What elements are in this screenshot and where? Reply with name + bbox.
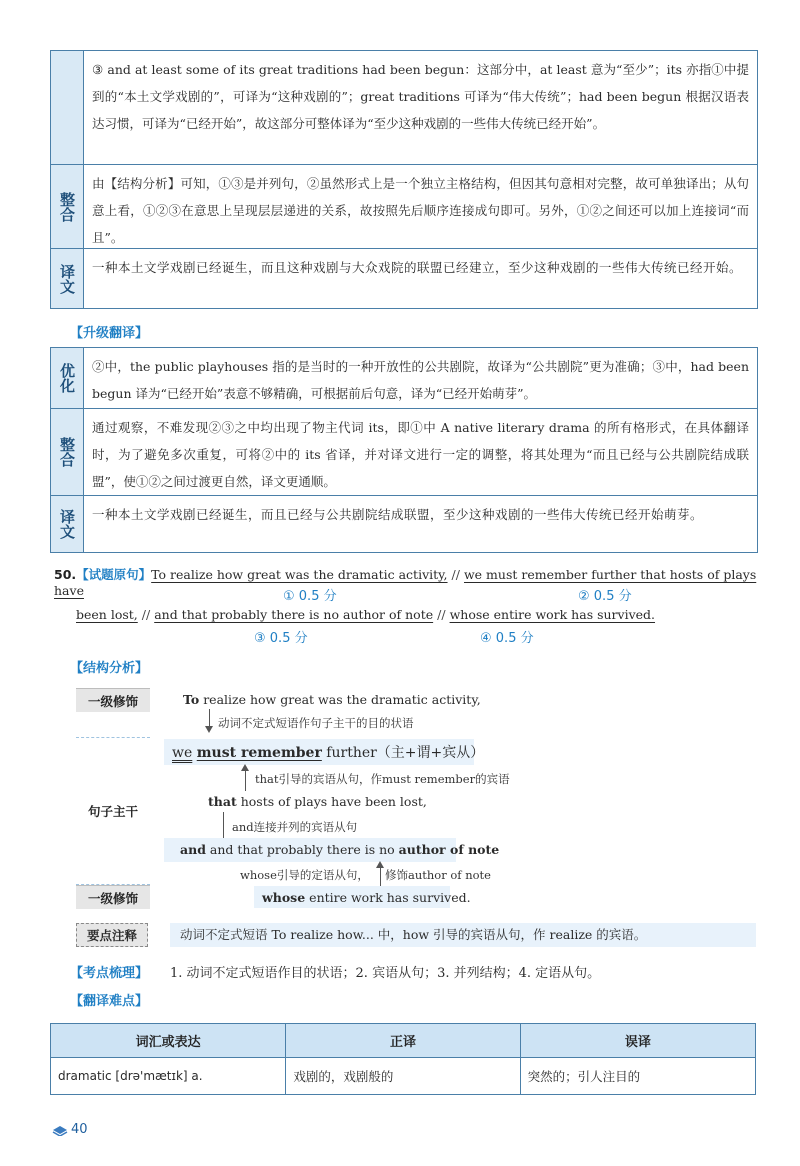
analysis-table-upgrade (50, 347, 758, 553)
header-expression: 词汇或表达 (51, 1024, 286, 1057)
row-label (51, 51, 84, 164)
row-text: ③ and at least some of its great traditions had been begun：这部分中，at least 意为“至少”；its 亦指①中提到的“本土文学戏剧的”，可译为“这种戏剧的”；great traditions 可译为“伟大传统”；had been begun 根据汉语表达习惯，可译为“已经开始”，故这部分可整体译为“至少这种戏剧的一些伟大传统已经开始”。 (92, 62, 749, 131)
arrow-up-icon (241, 764, 249, 771)
row-text: 由【结构分析】可知，①③是并列句，②虽然形式上是一个独立主格结构，但因其句意相对完整，故可单独译出；从句意上看，①②③在意思上呈现层层递进的关系，故按照先后顺序连接成句即可。另外，①②之间还可以加上连接词“而且”。 (92, 176, 749, 245)
verb-must-remember: must remember (196, 745, 322, 761)
divider: // (141, 607, 151, 622)
divider: // (437, 607, 446, 622)
line4-b: author of note (398, 842, 500, 857)
vocab-table (50, 1023, 756, 1095)
connector-line (380, 866, 381, 886)
cell-correct: 戏剧的，戏剧般的 (286, 1058, 520, 1094)
that-clause-1-rest: hosts of plays have been lost, (240, 794, 427, 809)
original-sentence-tag: 【试题原句】 (76, 567, 152, 582)
analysis-table-top (50, 50, 758, 309)
connector-line (223, 812, 224, 838)
first-level-modifier-label-2: 一级修饰 (76, 885, 150, 909)
clause-2: we must remember further that hosts of plays have (54, 567, 757, 598)
row-label-text: 译文 (58, 263, 76, 294)
row-text: 一种本土文学戏剧已经诞生，而且已经与公共剧院结成联盟，至少这种戏剧的一些伟大传统已经开始萌芽。 (92, 507, 704, 522)
row-label-text: 整合 (58, 191, 76, 222)
row-text: 通过观察，不难发现②③之中均出现了物主代词 its，即①中 A native literary drama 的所有格形式，在具体翻译时，为了避免多次重复，可将②中的 its 省译，并对译文进行一定的调整，将其处理为“而且已经与公共剧院结成联盟”，使①②之间过渡更自然，译文更通顺。 (92, 420, 749, 489)
exam-points-text: 1. 动词不定式短语作目的状语；2. 宾语从句；3. 并列结构；4. 定语从句。 (170, 966, 601, 981)
header-wrong: 误译 (624, 1035, 651, 1050)
clause-2-cont: been lost, (76, 607, 138, 622)
first-level-modifier-label: 一级修饰 (76, 688, 150, 712)
row-label-text: 译文 (58, 509, 76, 539)
clause-4: whose entire work has survived. (449, 607, 656, 622)
row-label (51, 496, 84, 552)
note-4b: 修饰author of note (385, 868, 491, 882)
divider: // (451, 567, 460, 582)
key-note-label: 要点注释 (76, 923, 148, 947)
score-2: ② 0.5 分 (578, 589, 632, 604)
sentence-trunk-label: 句子主干 (76, 737, 150, 885)
arrow-down-icon (205, 726, 213, 733)
table-row (51, 51, 757, 165)
row-label-text: 整合 (58, 437, 76, 467)
main-clause (172, 742, 484, 762)
upgrade-translation-title: 【升级翻译】 (70, 326, 149, 341)
whose-clause: whose entire work has survived. (262, 890, 471, 905)
structure-analysis-title: 【结构分析】 (70, 661, 149, 676)
page-number (52, 1122, 88, 1137)
table-row (51, 409, 757, 496)
exam-points-title: 【考点梳理】 (70, 966, 149, 981)
score-3: ③ 0.5 分 (254, 631, 308, 646)
that-clause-2: and and that probably there is no author of note (180, 842, 500, 857)
row-label (51, 249, 84, 308)
connector-line (245, 769, 246, 791)
score-4: ④ 0.5 分 (480, 631, 534, 646)
clause-3: and that probably there is no author of note (154, 607, 434, 622)
table-row (51, 249, 757, 308)
row-label (51, 165, 84, 248)
page-number-text: 40 (71, 1122, 88, 1137)
main-rest: further（主+谓+宾从） (326, 745, 485, 761)
row-text: 一种本土文学戏剧已经诞生，而且这种戏剧与大众戏院的联盟已经建立，至少这种戏剧的一些伟大传统已经开始。 (92, 260, 743, 275)
question-number: 50. (54, 567, 77, 582)
table-row (51, 496, 757, 552)
row-text: ②中，the public playhouses 指的是当时的一种开放性的公共剧院，故译为“公共剧院”更为准确；③中，had been begun 译为“已经开始”表意不够精确，可根据前后句意，译为“已经开始萌芽”。 (92, 359, 749, 401)
table-row (51, 348, 757, 409)
arrow-up-icon (376, 861, 384, 868)
diagram-infinitive-phrase: To realize how great was the dramatic activity, (183, 692, 481, 707)
key-note-text: 动词不定式短语 To realize how... 中，how 引导的宾语从句，作 realize 的宾语。 (170, 923, 756, 947)
line4-a: and that probably there is no (209, 842, 399, 857)
cell-expression: dramatic [drə'mætɪk] a. (51, 1058, 286, 1094)
whose-clause-rest: entire work has survived. (309, 890, 471, 905)
connector-line (209, 709, 210, 727)
translation-difficulty-title: 【翻译难点】 (70, 994, 149, 1009)
that-clause-1: that hosts of plays have been lost, (208, 794, 427, 809)
note-4a: whose引导的定语从句， (240, 868, 369, 882)
row-label (51, 348, 84, 408)
subject-we: we (172, 745, 193, 761)
clause-1: To realize how great was the dramatic activity, (151, 567, 448, 582)
table-row (51, 1058, 755, 1094)
note-1: 动词不定式短语作句子主干的目的状语 (218, 716, 414, 730)
cell-wrong: 突然的；引人注目的 (527, 1069, 641, 1084)
question-50-line2 (76, 607, 784, 622)
header-correct: 正译 (286, 1024, 520, 1057)
question-50-line1 (54, 565, 762, 598)
book-icon (52, 1124, 68, 1136)
table-header (51, 1024, 755, 1058)
note-3: and连接并列的宾语从句 (232, 820, 358, 834)
row-label (51, 409, 84, 495)
table-row (51, 165, 757, 249)
note-2: that引导的宾语从句，作must remember的宾语 (255, 772, 510, 786)
line1-rest: realize how great was the dramatic activity, (203, 692, 481, 707)
score-1: ① 0.5 分 (283, 589, 337, 604)
row-label-text: 优化 (58, 363, 76, 393)
